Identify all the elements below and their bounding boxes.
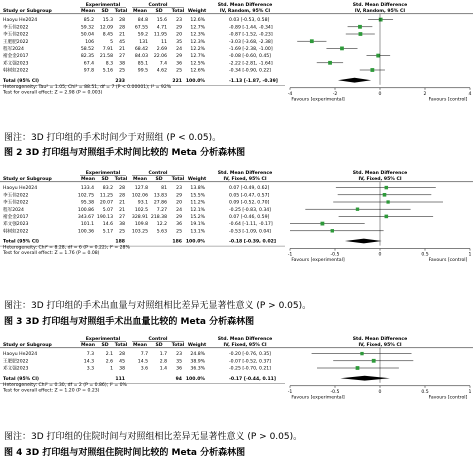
header-sd: SD bbox=[101, 343, 109, 348]
cell-sd: 2.69 bbox=[156, 47, 167, 52]
effect-square bbox=[356, 208, 359, 211]
figure-caption: 图 2 3D 打印组与对照组手术时间比较的 Meta 分析森林图 bbox=[4, 148, 246, 158]
cell-ci: -0.25 [-0.83, 0.34] bbox=[229, 207, 271, 213]
cell-total: 28 bbox=[119, 18, 125, 24]
cell-total: 20 bbox=[176, 32, 182, 38]
total-n-experimental: 233 bbox=[115, 78, 125, 84]
header-smd-plot: Std. Mean Difference bbox=[352, 171, 408, 176]
cell-total: 24 bbox=[176, 47, 182, 52]
cell-sd: 218.38 bbox=[150, 215, 167, 220]
favours-experimental: Favours [experimental] bbox=[291, 97, 345, 103]
cell-total: 23 bbox=[176, 18, 182, 24]
cell-mean: 3.3 bbox=[86, 366, 94, 372]
pooled-diamond bbox=[340, 376, 390, 381]
cell-mean: 3.6 bbox=[140, 366, 148, 372]
cell-ci: -0.08 [-0.60, 0.45] bbox=[229, 54, 271, 60]
study-label: 邓文强2023 bbox=[3, 222, 29, 228]
cell-mean: 84.8 bbox=[137, 18, 148, 24]
cell-ci: -0.20 [-0.76, 0.35] bbox=[229, 352, 271, 358]
x-tick-label: 2 bbox=[423, 91, 427, 97]
x-tick-label: -0.5 bbox=[330, 389, 340, 395]
cell-mean: 131 bbox=[139, 39, 148, 45]
cell-weight: 12.1% bbox=[190, 207, 205, 213]
cell-total: 25 bbox=[119, 68, 125, 74]
figure-note: 图注：3D 打印组的手术出血量与对照组相比差异无显著性意义 (P > 0.05)。 bbox=[4, 301, 312, 311]
cell-mean: 127.8 bbox=[134, 186, 148, 192]
x-tick-label: 0 bbox=[378, 91, 382, 97]
effect-square bbox=[372, 359, 376, 363]
header-control: Control bbox=[148, 337, 168, 342]
cell-ci: 0.03 [-0.53, 0.58] bbox=[229, 18, 270, 24]
x-tick-label: -2 bbox=[332, 91, 338, 97]
study-label: 邓文强2023 bbox=[3, 61, 29, 67]
cell-weight: 15.2% bbox=[190, 215, 205, 220]
pooled-diamond bbox=[345, 239, 382, 244]
cell-sd: 13.83 bbox=[153, 193, 167, 199]
cell-weight: 12.2% bbox=[190, 47, 205, 52]
cell-sd: 15.3 bbox=[102, 18, 113, 24]
cell-sd: 1.7 bbox=[159, 352, 167, 358]
total-n-control: 186 bbox=[172, 239, 182, 245]
study-label: Haoyu He2024 bbox=[3, 352, 38, 358]
header-mean: Mean bbox=[80, 9, 96, 14]
heterogeneity-text: Heterogeneity: Chi² = 0.30, df = 2 (P = 0.86); I² = 0% bbox=[3, 382, 127, 388]
header-smd: Std. Mean Difference bbox=[217, 3, 273, 8]
header-control: Control bbox=[148, 3, 168, 8]
total-ci: -0.18 [-0.39, 0.02] bbox=[229, 239, 276, 245]
cell-total: 21 bbox=[119, 32, 125, 38]
cell-mean: 7.7 bbox=[140, 352, 148, 358]
header-smd: Std. Mean Difference bbox=[217, 171, 273, 176]
cell-weight: 12.3% bbox=[190, 32, 205, 38]
effect-square bbox=[358, 25, 362, 29]
total-weight: 100.0% bbox=[185, 239, 205, 245]
cell-total: 29 bbox=[176, 25, 182, 31]
heterogeneity-text: Heterogeneity: Tau² = 1.05; Chi² = 88.51, df = 7 (P < 0.00001); I² = 92% bbox=[3, 84, 172, 90]
header-ci-plot: IV, Random, 95% CI bbox=[354, 9, 406, 14]
header-total: Total bbox=[114, 343, 128, 348]
cell-mean: 328.91 bbox=[131, 215, 148, 220]
figure-caption: 图 3 3D 打印组与对照组手术出血量比较的 Meta 分析森林图 bbox=[4, 317, 255, 327]
header-sd: SD bbox=[101, 177, 109, 182]
x-tick-label: -1 bbox=[287, 252, 293, 258]
header-smd: Std. Mean Difference bbox=[217, 337, 273, 342]
study-label: 李玉伟2022 bbox=[3, 200, 29, 206]
header-ci: IV, Random, 95% CI bbox=[219, 9, 271, 14]
cell-total: 20 bbox=[176, 200, 182, 206]
cell-mean: 59.2 bbox=[137, 32, 148, 38]
cell-mean: 103.25 bbox=[131, 229, 148, 235]
cell-ci: -0.53 [-1.09, 0.04] bbox=[229, 229, 271, 235]
x-tick-label: 1 bbox=[468, 389, 472, 395]
cell-mean: 7.3 bbox=[86, 352, 94, 358]
cell-sd: 11.95 bbox=[153, 32, 167, 38]
cell-weight: 36.3% bbox=[190, 366, 205, 372]
cell-mean: 101.1 bbox=[80, 222, 94, 228]
cell-total: 28 bbox=[119, 186, 125, 192]
cell-weight: 13.8% bbox=[190, 186, 205, 192]
effect-square bbox=[359, 32, 363, 36]
cell-mean: 95.38 bbox=[80, 200, 94, 206]
cell-sd: 15.6 bbox=[156, 18, 167, 24]
cell-mean: 102.5 bbox=[134, 207, 148, 213]
cell-total: 29 bbox=[176, 215, 182, 220]
cell-weight: 13.1% bbox=[190, 229, 205, 235]
total-n-experimental: 111 bbox=[115, 376, 125, 382]
header-total: Total bbox=[114, 177, 128, 182]
cell-weight: 38.9% bbox=[190, 359, 205, 365]
header-control: Control bbox=[148, 171, 168, 176]
cell-weight: 12.7% bbox=[190, 25, 205, 31]
cell-weight: 24.8% bbox=[190, 352, 205, 358]
cell-sd: 1.4 bbox=[159, 366, 167, 372]
cell-sd: 14.6 bbox=[102, 222, 113, 228]
cell-total: 27 bbox=[119, 54, 125, 60]
cell-total: 28 bbox=[119, 352, 125, 358]
header-mean: Mean bbox=[132, 177, 148, 182]
heterogeneity-text: Heterogeneity: Chi² = 8.28, df = 6 (P = 0.22); I² = 28% bbox=[3, 245, 130, 251]
effect-square bbox=[321, 222, 325, 226]
forest-plot-hospital-stay bbox=[0, 334, 473, 426]
header-ci: IV, Fixed, 95% CI bbox=[223, 177, 267, 182]
header-sd: SD bbox=[155, 9, 163, 14]
cell-sd: 5.63 bbox=[156, 229, 167, 235]
cell-mean: 50.04 bbox=[80, 32, 94, 38]
header-experimental: Experimental bbox=[85, 171, 121, 176]
cell-sd: 7.91 bbox=[102, 47, 113, 52]
header-mean: Mean bbox=[132, 9, 148, 14]
cell-mean: 93.1 bbox=[137, 200, 148, 206]
cell-total: 24 bbox=[176, 207, 182, 213]
header-total: Total bbox=[114, 9, 128, 14]
total-ci: -1.13 [-1.87, -0.39] bbox=[229, 78, 278, 84]
cell-mean: 109.8 bbox=[134, 222, 148, 228]
effect-square bbox=[328, 61, 332, 65]
header-experimental: Experimental bbox=[85, 3, 121, 8]
cell-ci: 0.07 [-0.49, 0.62] bbox=[229, 186, 270, 192]
header-weight: Weight bbox=[187, 343, 207, 348]
cell-weight: 19.1% bbox=[190, 222, 205, 228]
x-tick-label: 0.5 bbox=[421, 252, 429, 258]
header-mean: Mean bbox=[80, 343, 96, 348]
cell-ci: -0.89 [-1.44, -0.34] bbox=[229, 25, 273, 31]
header-study: Study or Subgroup bbox=[3, 177, 52, 182]
header-smd-plot: Std. Mean Difference bbox=[352, 3, 408, 8]
header-total: Total bbox=[171, 343, 185, 348]
cell-sd: 12.09 bbox=[99, 25, 113, 31]
study-label: 韩树虹2022 bbox=[3, 68, 29, 74]
cell-sd: 5.17 bbox=[102, 229, 113, 235]
favours-control: Favours [control] bbox=[428, 97, 468, 103]
cell-total: 45 bbox=[119, 39, 125, 45]
cell-total: 36 bbox=[176, 366, 182, 372]
cell-sd: 190.13 bbox=[96, 215, 113, 220]
header-ci-plot: IV, Fixed, 95% CI bbox=[358, 177, 402, 182]
cell-sd: 1 bbox=[110, 366, 113, 372]
cell-ci: -0.25 [-0.70, 0.21] bbox=[229, 366, 271, 372]
cell-total: 21 bbox=[119, 200, 125, 206]
cell-mean: 82.35 bbox=[80, 54, 94, 60]
cell-weight: 12.6% bbox=[190, 68, 205, 74]
total-label: Total (95% CI) bbox=[3, 376, 40, 382]
forest-plot-blood-loss bbox=[0, 168, 473, 292]
cell-sd: 4.71 bbox=[156, 25, 167, 31]
cell-mean: 58.52 bbox=[80, 47, 94, 52]
cell-mean: 102.06 bbox=[131, 193, 148, 199]
figure-caption: 图 4 3D 打印组与对照组住院时间比较的 Meta 分析森林图 bbox=[4, 448, 246, 458]
cell-sd: 21.58 bbox=[99, 54, 113, 60]
cell-total: 38 bbox=[119, 61, 125, 67]
cell-sd: 8.3 bbox=[105, 61, 113, 67]
cell-sd: 7.4 bbox=[159, 61, 167, 67]
cell-mean: 97.8 bbox=[83, 68, 94, 74]
overall-effect-text: Test for overall effect: Z = 1.20 (P = 0.23) bbox=[3, 388, 100, 394]
study-label: 韩树虹2022 bbox=[3, 229, 29, 235]
cell-total: 25 bbox=[176, 229, 182, 235]
cell-mean: 106 bbox=[85, 39, 94, 45]
cell-sd: 11 bbox=[161, 39, 167, 45]
cell-mean: 133.4 bbox=[80, 186, 94, 192]
effect-square bbox=[331, 229, 334, 232]
header-weight: Weight bbox=[187, 177, 207, 182]
cell-total: 36 bbox=[176, 61, 182, 67]
cell-sd: 11.25 bbox=[99, 193, 113, 199]
cell-total: 38 bbox=[119, 366, 125, 372]
cell-weight: 12.6% bbox=[190, 18, 205, 24]
header-sd: SD bbox=[155, 343, 163, 348]
cell-total: 45 bbox=[119, 359, 125, 365]
cell-mean: 100.36 bbox=[77, 229, 94, 235]
header-weight: Weight bbox=[187, 9, 207, 14]
cell-mean: 59.32 bbox=[80, 25, 94, 31]
cell-ci: -2.22 [-2.81, -1.64] bbox=[229, 61, 273, 67]
header-sd: SD bbox=[155, 177, 163, 182]
x-tick-label: -1 bbox=[287, 389, 293, 395]
overall-effect-text: Test for overall effect: Z = 1.76 (P = 0.08) bbox=[3, 251, 100, 257]
effect-square bbox=[386, 200, 389, 203]
cell-sd: 20.07 bbox=[99, 200, 113, 206]
favours-control: Favours [control] bbox=[428, 258, 468, 264]
cell-sd: 7.27 bbox=[156, 207, 167, 213]
total-label: Total (95% CI) bbox=[3, 239, 40, 245]
cell-mean: 14.3 bbox=[83, 359, 94, 365]
cell-mean: 67.55 bbox=[134, 25, 148, 31]
x-tick-label: -4 bbox=[287, 91, 293, 97]
study-label: 程军2024 bbox=[3, 47, 24, 52]
cell-total: 23 bbox=[176, 186, 182, 192]
header-ci-plot: IV, Fixed, 95% CI bbox=[358, 343, 402, 348]
forest-plot-operation-time bbox=[0, 0, 473, 128]
header-mean: Mean bbox=[80, 177, 96, 182]
cell-sd: 81 bbox=[161, 186, 167, 192]
x-tick-label: 1 bbox=[468, 252, 472, 258]
favours-control: Favours [control] bbox=[428, 395, 468, 401]
cell-ci: 0.09 [-0.52, 0.70] bbox=[229, 200, 270, 206]
x-tick-label: 0 bbox=[378, 389, 382, 395]
study-label: 王肥肥2022 bbox=[3, 39, 29, 45]
pooled-diamond bbox=[338, 78, 371, 83]
cell-weight: 15.5% bbox=[190, 193, 205, 199]
cell-sd: 2.8 bbox=[159, 359, 167, 365]
total-label: Total (95% CI) bbox=[3, 78, 40, 84]
effect-square bbox=[310, 39, 314, 43]
cell-total: 25 bbox=[119, 229, 125, 235]
study-label: 褚金金2017 bbox=[3, 54, 29, 60]
cell-ci: -1.69 [-2.38, -1.00] bbox=[229, 47, 273, 52]
effect-square bbox=[383, 193, 387, 197]
cell-sd: 12.2 bbox=[156, 222, 167, 228]
effect-square bbox=[360, 352, 363, 355]
effect-square bbox=[385, 186, 388, 189]
total-n-experimental: 188 bbox=[115, 239, 125, 245]
cell-total: 29 bbox=[176, 193, 182, 199]
study-label: 李玉伟2022 bbox=[3, 193, 29, 199]
cell-weight: 11.2% bbox=[190, 200, 205, 206]
effect-square bbox=[379, 18, 383, 22]
cell-total: 36 bbox=[176, 222, 182, 228]
study-label: 李玉伟2022 bbox=[3, 25, 29, 31]
header-study: Study or Subgroup bbox=[3, 343, 52, 348]
cell-sd: 2.6 bbox=[105, 359, 113, 365]
cell-ci: -0.87 [-1.52, -0.23] bbox=[229, 32, 273, 38]
cell-sd: 5.16 bbox=[102, 68, 113, 74]
cell-total: 29 bbox=[176, 54, 182, 60]
x-tick-label: -0.5 bbox=[330, 252, 340, 258]
header-total: Total bbox=[171, 177, 185, 182]
study-label: 王肥肥2022 bbox=[3, 359, 29, 365]
cell-weight: 12.3% bbox=[190, 39, 205, 45]
study-label: Haoyu He2024 bbox=[3, 186, 38, 192]
figure-note: 图注：3D 打印组的住院时间与对照组相比差异无显著性意义 (P > 0.05)。 bbox=[4, 432, 303, 442]
cell-mean: 102.75 bbox=[77, 193, 94, 199]
cell-sd: 83.2 bbox=[102, 186, 113, 192]
total-weight: 100.0% bbox=[185, 78, 205, 84]
cell-mean: 68.42 bbox=[134, 47, 148, 52]
cell-ci: -0.64 [-1.11, -0.17] bbox=[229, 222, 273, 228]
cell-sd: 8.45 bbox=[102, 32, 113, 38]
cell-total: 28 bbox=[119, 193, 125, 199]
cell-sd: 22.06 bbox=[153, 54, 167, 60]
header-total: Total bbox=[171, 9, 185, 14]
cell-ci: -3.03 [-3.68, -2.38] bbox=[229, 39, 273, 45]
cell-sd: 4.62 bbox=[156, 68, 167, 74]
total-n-control: 221 bbox=[172, 78, 182, 84]
total-n-control: 94 bbox=[175, 376, 182, 382]
cell-mean: 85.1 bbox=[137, 61, 148, 67]
header-ci: IV, Fixed, 95% CI bbox=[223, 343, 267, 348]
cell-ci: -0.07 [-0.52, 0.37] bbox=[229, 359, 271, 365]
cell-ci: 0.05 [-0.47, 0.57] bbox=[229, 193, 270, 199]
favours-experimental: Favours [experimental] bbox=[291, 395, 345, 401]
header-sd: SD bbox=[101, 9, 109, 14]
effect-square bbox=[385, 215, 389, 219]
cell-mean: 99.5 bbox=[137, 68, 148, 74]
cell-sd: 2.1 bbox=[105, 352, 113, 358]
header-smd-plot: Std. Mean Difference bbox=[352, 337, 408, 342]
cell-ci: 0.07 [-0.46, 0.59] bbox=[229, 215, 270, 220]
cell-mean: 14.5 bbox=[137, 359, 148, 365]
total-ci: -0.17 [-0.44, 0.11] bbox=[229, 376, 276, 382]
favours-experimental: Favours [experimental] bbox=[291, 258, 345, 264]
effect-square bbox=[370, 68, 374, 72]
effect-square bbox=[356, 366, 360, 370]
overall-effect-text: Test for overall effect: Z = 2.98 (P = 0.003) bbox=[3, 90, 103, 96]
cell-total: 21 bbox=[119, 207, 125, 213]
cell-total: 27 bbox=[119, 215, 125, 220]
cell-ci: -0.34 [-0.90, 0.22] bbox=[229, 68, 271, 74]
cell-mean: 100.86 bbox=[77, 207, 94, 213]
total-weight: 100.0% bbox=[185, 376, 205, 382]
cell-mean: 67.4 bbox=[83, 61, 94, 67]
cell-sd: 27.86 bbox=[153, 200, 167, 206]
figure-note: 图注：3D 打印组的手术时间少于对照组 (P < 0.05)。 bbox=[4, 133, 222, 143]
header-experimental: Experimental bbox=[85, 337, 121, 342]
cell-sd: 5 bbox=[110, 39, 113, 45]
cell-mean: 85.2 bbox=[83, 18, 94, 24]
effect-square bbox=[340, 47, 344, 51]
x-tick-label: 4 bbox=[468, 91, 472, 97]
study-label: 邓文强2023 bbox=[3, 366, 29, 372]
header-mean: Mean bbox=[132, 343, 148, 348]
cell-total: 25 bbox=[176, 68, 182, 74]
x-tick-label: 0.5 bbox=[421, 389, 429, 395]
study-label: Haoyu He2024 bbox=[3, 18, 38, 24]
cell-total: 28 bbox=[119, 25, 125, 31]
cell-sd: 5.07 bbox=[102, 207, 113, 213]
cell-total: 23 bbox=[176, 352, 182, 358]
cell-total: 21 bbox=[119, 47, 125, 52]
cell-total: 35 bbox=[176, 39, 182, 45]
effect-square bbox=[376, 54, 380, 58]
study-label: 李玉伟2022 bbox=[3, 32, 29, 38]
cell-weight: 12.5% bbox=[190, 61, 205, 67]
study-label: 程军2024 bbox=[3, 207, 24, 213]
cell-mean: 343.67 bbox=[77, 215, 94, 220]
cell-weight: 12.7% bbox=[190, 54, 205, 60]
header-study: Study or Subgroup bbox=[3, 9, 52, 14]
study-label: 褚金金2017 bbox=[3, 215, 29, 220]
cell-total: 38 bbox=[119, 222, 125, 228]
cell-mean: 84.03 bbox=[134, 54, 148, 60]
cell-total: 35 bbox=[176, 359, 182, 365]
x-tick-label: 0 bbox=[378, 252, 382, 258]
